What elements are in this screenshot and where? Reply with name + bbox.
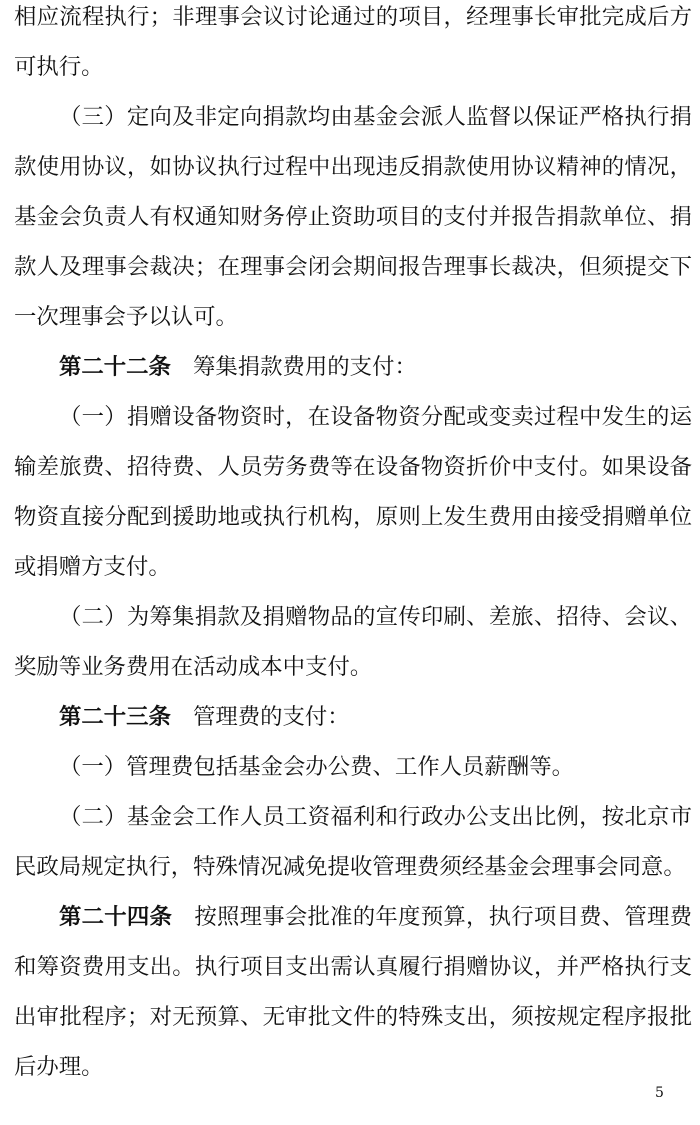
text-line: 后办理。 — [14, 1054, 104, 1080]
article-number: 第二十三条 — [59, 704, 171, 730]
text-line: （一）管理费包括基金会办公费、工作人员薪酬等。 — [59, 754, 574, 780]
text-line: 相应流程执行；非理事会议讨论通过的项目，经理事长审批完成后方 — [14, 4, 692, 30]
text-line: 和筹资费用支出。执行项目支出需认真履行捐赠协议，并严格执行支 — [14, 954, 692, 980]
text-line: 可执行。 — [14, 54, 104, 80]
article-number: 第二十四条 — [59, 904, 173, 930]
text-line: （三）定向及非定向捐款均由基金会派人监督以保证严格执行捐 — [59, 104, 692, 130]
text-line: （一）捐赠设备物资时，在设备物资分配或变卖过程中发生的运 — [59, 404, 692, 430]
text-line: 或捐赠方支付。 — [14, 554, 171, 580]
text-line: 出审批程序；对无预算、无审批文件的特殊支出，须按规定程序报批 — [14, 1004, 692, 1030]
text-line: 物资直接分配到援助地或执行机构，原则上发生费用由接受捐赠单位 — [14, 504, 692, 530]
text-line: （二）基金会工作人员工资福利和行政办公支出比例，按北京市 — [59, 804, 692, 830]
article-text: 按照理事会批准的年度预算，执行项目费、管理费 — [194, 904, 693, 930]
text-line: 款人及理事会裁决；在理事会闭会期间报告理事长裁决，但须提交下 — [14, 254, 692, 280]
article-24-heading — [14, 903, 692, 931]
text-line: 基金会负责人有权通知财务停止资助项目的支付并报告捐款单位、捐 — [14, 204, 692, 230]
article-number: 第二十二条 — [59, 354, 171, 380]
article-title: 筹集捐款费用的支付： — [192, 354, 417, 380]
text-line: 一次理事会予以认可。 — [14, 304, 238, 330]
text-line: 输差旅费、招待费、人员劳务费等在设备物资折价中支付。如果设备 — [14, 454, 692, 480]
article-23-heading — [14, 703, 692, 731]
page-number: 5 — [655, 1085, 664, 1101]
text-line: 奖励等业务费用在活动成本中支付。 — [14, 654, 373, 680]
text-line: 民政局规定执行，特殊情况减免提收管理费须经基金会理事会同意。 — [14, 854, 686, 880]
text-line: （二）为筹集捐款及捐赠物品的宣传印刷、差旅、招待、会议、 — [59, 604, 692, 630]
text-line: 款使用协议，如协议执行过程中出现违反捐款使用协议精神的情况， — [14, 154, 692, 180]
article-22-heading — [14, 353, 692, 381]
article-title: 管理费的支付： — [192, 704, 350, 730]
